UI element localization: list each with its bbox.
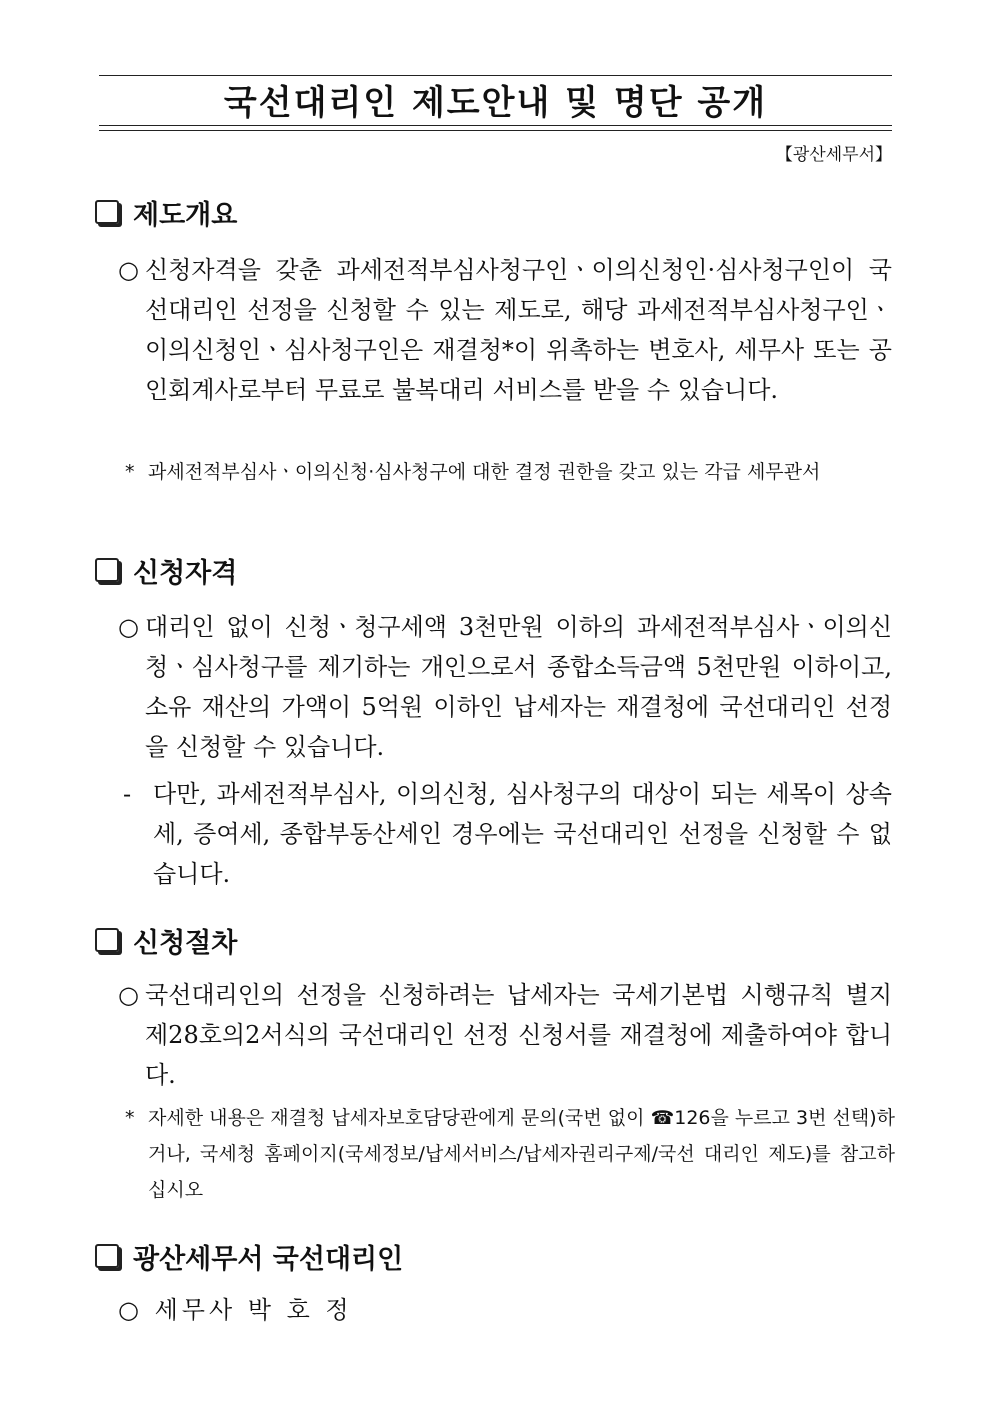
title-underline	[99, 125, 892, 126]
eligibility-paragraph	[118, 607, 892, 767]
procedure-paragraph	[118, 975, 892, 1095]
section-heading-label: 제도개요	[133, 199, 238, 231]
title-underline-second	[99, 130, 892, 131]
checkbox-square-icon	[95, 1244, 119, 1268]
office-tag: 【광산세무서】	[775, 145, 892, 165]
procedure-text: 국선대리인의 선정을 신청하려는 납세자는 국세기본법 시행규칙 별지 제28호의2서식의 국선대리인 선정 신청서를 재결청에 제출하여야 합니다.	[145, 981, 892, 1089]
circle-bullet-icon: ○	[118, 613, 139, 641]
eligibility-text: 대리인 없이 신청ㆍ청구세액 3천만원 이하의 과세전적부심사ㆍ이의신청ㆍ심사청구를 제기하는 개인으로서 종합소득금액 5천만원 이하이고, 소유 재산의 가액이 5억원 이하인 납세자는 재결청에 국선대리인 선정을 신청할 수 있습니다.	[145, 613, 892, 761]
overview-note	[125, 454, 895, 490]
asterisk-mark: *	[125, 1107, 135, 1129]
section-heading-label: 신청자격	[133, 557, 238, 589]
page-title: 국선대리인 제도안내 및 명단 공개	[223, 83, 768, 123]
section-heading-representatives	[95, 1236, 403, 1276]
eligibility-exception-text: 다만, 과세전적부심사, 이의신청, 심사청구의 대상이 되는 세목이 상속세, 증여세, 종합부동산세인 경우에는 국선대리인 선정을 신청할 수 없습니다.	[153, 780, 892, 888]
overview-paragraph	[118, 250, 892, 410]
section-heading-procedure	[95, 920, 237, 960]
dash-mark: -	[123, 780, 132, 808]
checkbox-square-icon	[95, 558, 119, 582]
representative-item	[118, 1290, 353, 1330]
circle-bullet-icon: ○	[118, 1296, 143, 1324]
section-heading-overview	[95, 192, 237, 232]
checkbox-square-icon	[95, 200, 119, 224]
procedure-note	[125, 1100, 895, 1208]
eligibility-exception	[123, 774, 892, 894]
circle-bullet-icon: ○	[118, 256, 139, 284]
section-heading-label: 광산세무서 국선대리인	[133, 1243, 404, 1275]
overview-note-text: 과세전적부심사ㆍ이의신청·심사청구에 대한 결정 권한을 갖고 있는 각급 세무관서	[148, 461, 821, 483]
representative-name: 세무사 박 호 정	[154, 1296, 353, 1324]
asterisk-mark: *	[125, 461, 135, 483]
section-heading-label: 신청절차	[133, 927, 238, 959]
procedure-note-text: 자세한 내용은 재결청 납세자보호담당관에게 문의(국번 없이 ☎126을 누르고 3번 선택)하거나, 국세청 홈페이지(국세정보/납세서비스/납세자권리구제/국선 대리인 제도)를 참고하십시오	[148, 1107, 895, 1201]
top-rule	[99, 75, 892, 76]
overview-text: 신청자격을 갖춘 과세전적부심사청구인ㆍ이의신청인·심사청구인이 국선대리인 선정을 신청할 수 있는 제도로, 해당 과세전적부심사청구인ㆍ이의신청인ㆍ심사청구인은 재결청*이 위촉하는 변호사, 세무사 또는 공인회계사로부터 무료로 불복대리 서비스를 받을 수 있습니다.	[145, 256, 892, 404]
circle-bullet-icon: ○	[118, 981, 139, 1009]
checkbox-square-icon	[95, 928, 119, 952]
section-heading-eligibility	[95, 550, 237, 590]
